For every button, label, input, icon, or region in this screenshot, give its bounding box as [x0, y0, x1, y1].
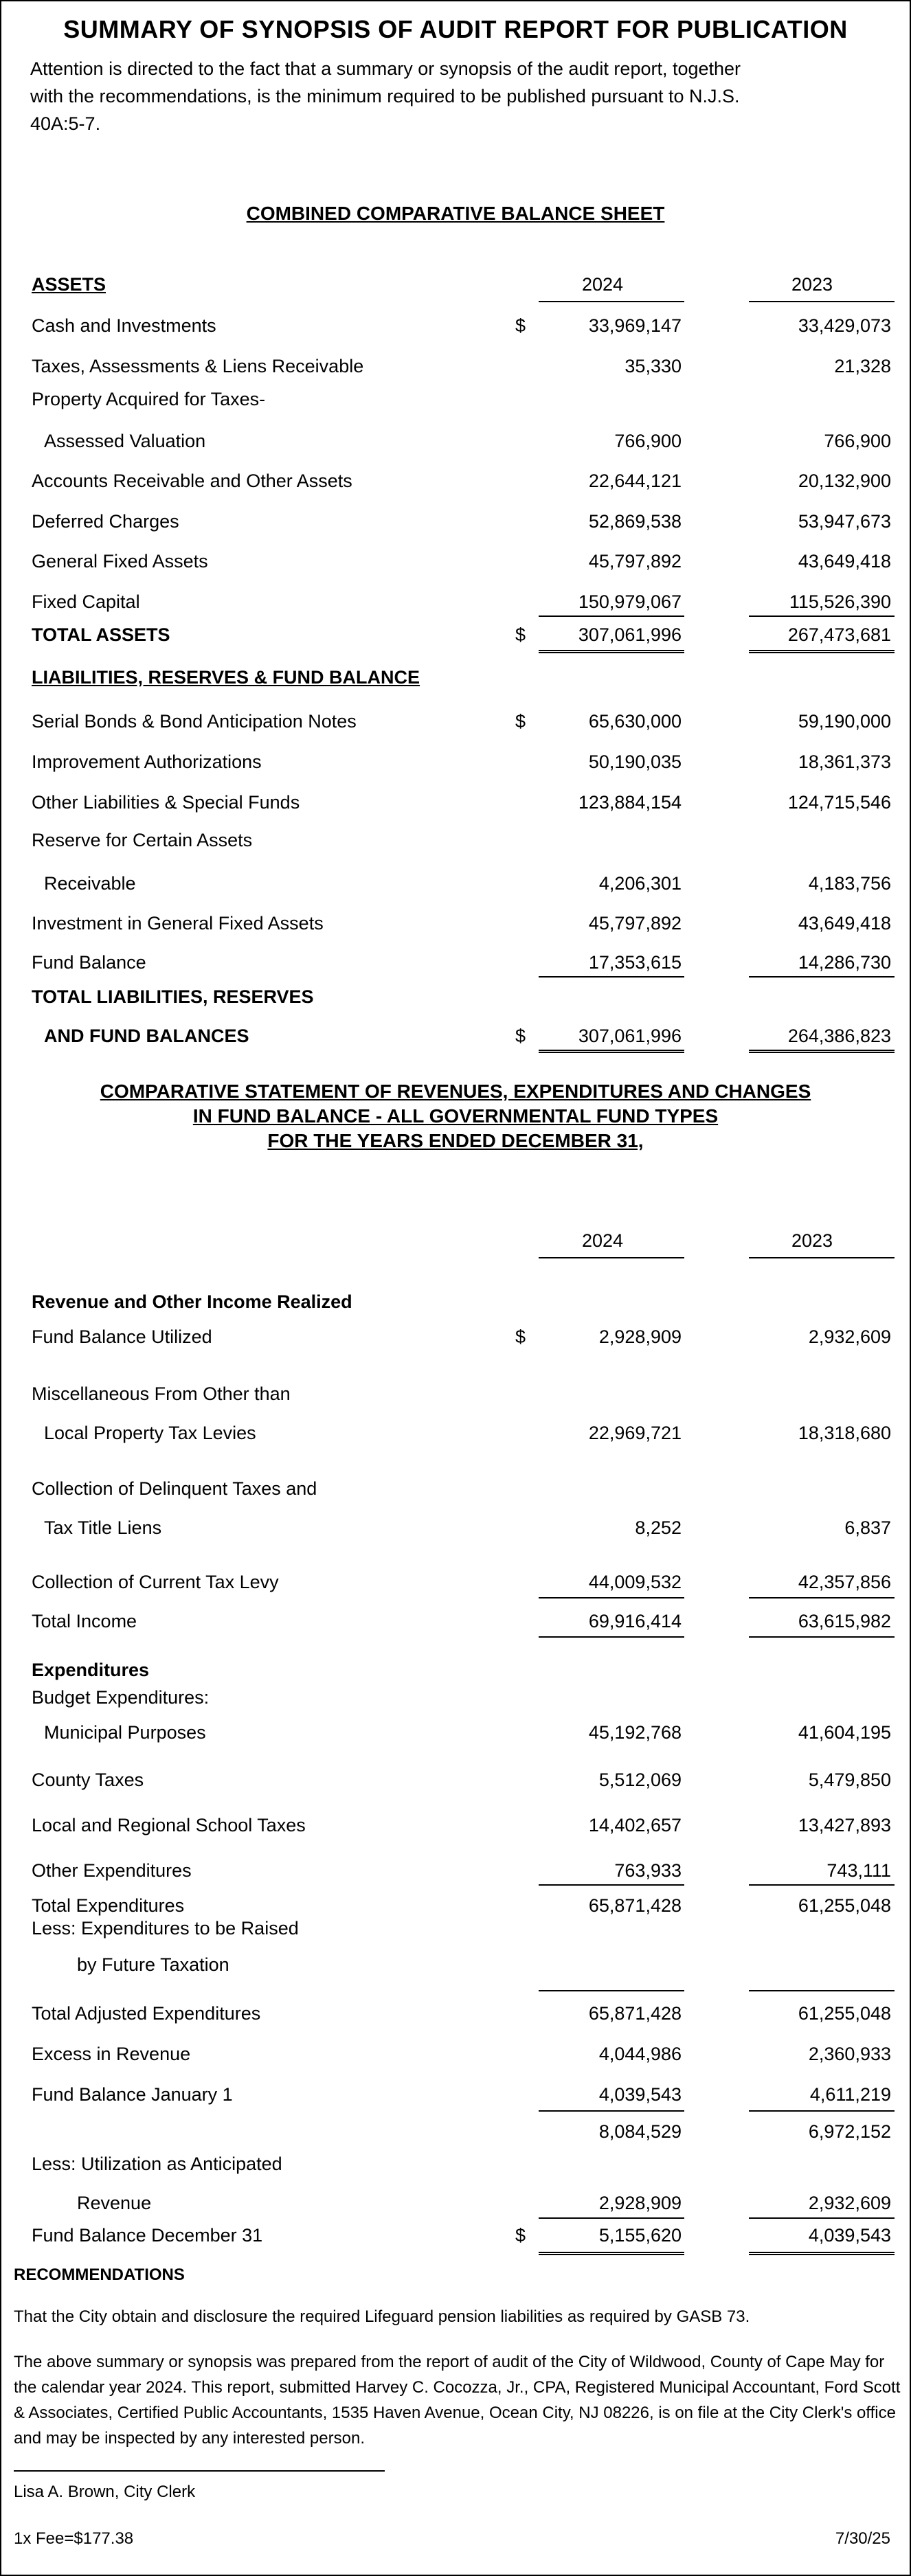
subtotal-rule [749, 1636, 895, 1638]
value-2024: 4,206,301 [598, 873, 682, 894]
dollar-sign: $ [515, 711, 526, 732]
table-row [1, 706, 911, 738]
value-2024: 22,969,721 [588, 1423, 682, 1443]
table-row [1, 947, 911, 979]
dollar-sign: $ [515, 624, 526, 645]
value-2024: 14,402,657 [588, 1815, 682, 1835]
value-2024: 307,061,996 [578, 624, 682, 645]
recommendations-text: That the City obtain and disclosure the required Lifeguard pension liabilities as required by GASB 73. [14, 2307, 750, 2326]
value-2024: 45,797,892 [588, 913, 682, 934]
dollar-sign: $ [515, 1026, 526, 1046]
table-row [1, 1567, 911, 1598]
value-2024: 69,916,414 [588, 1611, 682, 1631]
year-header-row [1, 1225, 911, 1257]
row-label-continued: Tax Title Liens [44, 1517, 162, 1538]
value-2023: 267,473,681 [787, 624, 891, 645]
value-2023: 63,615,982 [798, 1611, 891, 1631]
value-2024: 5,155,620 [598, 2225, 682, 2246]
expenditures-header: Expenditures [32, 1660, 150, 1680]
row-label: Fixed Capital [32, 591, 140, 612]
row-label: Cash and Investments [32, 315, 216, 336]
value-2024: 2,928,909 [598, 2193, 682, 2213]
value-2023: 33,429,073 [798, 315, 891, 336]
subtotal-rule [749, 1884, 895, 1886]
table-row [1, 1478, 911, 1544]
value-2024: 65,630,000 [588, 711, 682, 732]
table-row [1, 587, 911, 618]
row-label: Miscellaneous From Other than [32, 1383, 291, 1404]
value-2023: 21,328 [834, 356, 891, 376]
row-label: Taxes, Assessments & Liens Receivable [32, 356, 364, 376]
value-2023: 5,479,850 [808, 1770, 891, 1790]
liabilities-header: LIABILITIES, RESERVES & FUND BALANCE [32, 667, 420, 688]
publication-date: 7/30/25 [835, 2529, 890, 2548]
value-2023: 4,183,756 [808, 873, 891, 894]
subtotal-rule [749, 1597, 895, 1598]
total-double-rule [749, 1050, 895, 1053]
row-label: Fund Balance January 1 [32, 2084, 233, 2105]
row-label: Other Expenditures [32, 1860, 192, 1881]
row-label-continued: Revenue [77, 2193, 152, 2213]
row-label-continued: Assessed Valuation [44, 431, 206, 451]
total-double-rule [539, 1050, 684, 1053]
value-2023: 18,361,373 [798, 752, 891, 772]
value-2024: 766,900 [614, 431, 682, 451]
value-2023: 20,132,900 [798, 471, 891, 491]
row-label-continued: by Future Taxation [77, 1954, 229, 1975]
revenue-header: Revenue and Other Income Realized [32, 1291, 352, 1312]
value-2023: 124,715,546 [787, 792, 891, 813]
table-row [1, 747, 911, 778]
value-2024: 22,644,121 [588, 471, 682, 491]
value-2023: 59,190,000 [798, 711, 891, 732]
table-row [1, 908, 911, 940]
row-label: TOTAL LIABILITIES, RESERVES [32, 986, 314, 1007]
revenue-statement-title-1: COMPARATIVE STATEMENT OF REVENUES, EXPENDITURES AND CHANGES [100, 1081, 811, 1102]
signature-name: Lisa A. Brown, City Clerk [14, 2483, 196, 2501]
table-row [1, 1855, 911, 1887]
value-2023: 13,427,893 [798, 1815, 891, 1835]
row-label: Total Expenditures [32, 1895, 185, 1916]
total-double-rule [539, 2252, 684, 2255]
liabilities-header-row [1, 662, 911, 694]
table-row [1, 2079, 911, 2111]
year-2023-header: 2023 [791, 1230, 833, 1251]
row-label: Less: Utilization as Anticipated [32, 2154, 282, 2174]
fund-balance-dec-row [1, 2220, 911, 2252]
value-2024: 123,884,154 [578, 792, 682, 813]
total-double-rule [539, 650, 684, 653]
value-2023: 41,604,195 [798, 1722, 891, 1743]
dollar-sign: $ [515, 1326, 526, 1347]
table-row [1, 466, 911, 497]
value-2023: 2,932,609 [808, 1326, 891, 1347]
value-2024: 8,084,529 [598, 2121, 682, 2142]
recommendations-header: RECOMMENDATIONS [14, 2266, 185, 2284]
table-row [1, 310, 911, 342]
value-2024: 763,933 [614, 1860, 682, 1881]
subtotal-rule [749, 615, 895, 617]
value-2023: 43,649,418 [798, 551, 891, 572]
subtotal-rule [749, 1990, 895, 1991]
value-2024: 44,009,532 [588, 1572, 682, 1592]
dollar-sign: $ [515, 2225, 526, 2246]
value-2024: 4,039,543 [598, 2084, 682, 2105]
table-row [1, 2116, 911, 2148]
subtotal-rule [539, 976, 684, 978]
table-row [1, 1660, 911, 1749]
row-label: Accounts Receivable and Other Assets [32, 471, 352, 491]
row-label: Total Adjusted Expenditures [32, 2003, 261, 2024]
row-label-continued: Receivable [44, 873, 136, 894]
value-2024: 33,969,147 [588, 315, 682, 336]
subtotal-rule [539, 2110, 684, 2112]
table-row [1, 506, 911, 538]
value-2024: 52,869,538 [588, 511, 682, 532]
value-2023: 115,526,390 [789, 591, 891, 612]
row-label: Improvement Authorizations [32, 752, 262, 772]
row-label: Excess in Revenue [32, 2044, 191, 2064]
table-row [1, 389, 911, 457]
value-2024: 65,871,428 [588, 1895, 682, 1916]
value-2024: 45,192,768 [588, 1722, 682, 1743]
subtotal-rule [749, 976, 895, 978]
table-row [1, 2039, 911, 2070]
table-row [1, 1998, 911, 2030]
value-2023: 6,972,152 [808, 2121, 891, 2142]
value-2024: 2,928,909 [598, 1326, 682, 1347]
subtotal-rule [539, 1597, 684, 1598]
value-2023: 6,837 [844, 1517, 891, 1538]
value-2023: 14,286,730 [798, 952, 891, 973]
value-2023: 743,111 [826, 1860, 891, 1881]
subtotal-rule [539, 1884, 684, 1886]
row-label-continued: Municipal Purposes [44, 1722, 206, 1743]
row-label: Budget Expenditures: [32, 1687, 210, 1708]
value-2023: 4,611,219 [809, 2084, 891, 2105]
notice-title: SUMMARY OF SYNOPSIS OF AUDIT REPORT FOR PUBLICATION [63, 15, 848, 43]
row-label: Property Acquired for Taxes- [32, 389, 266, 409]
subtotal-rule [749, 2217, 895, 2219]
value-2024: 35,330 [625, 356, 682, 376]
year-2024-header: 2024 [581, 1230, 624, 1251]
table-row [1, 1383, 911, 1449]
value-2024: 50,190,035 [588, 752, 682, 772]
row-label-continued: AND FUND BALANCES [44, 1026, 249, 1046]
table-row [1, 830, 911, 900]
value-2024: 45,797,892 [588, 551, 682, 572]
subtotal-rule [539, 2217, 684, 2219]
row-label: Serial Bonds & Bond Anticipation Notes [32, 711, 357, 732]
subtotal-rule [749, 2110, 895, 2112]
row-label: Investment in General Fixed Assets [32, 913, 324, 934]
row-label: Fund Balance December 31 [32, 2225, 263, 2246]
value-2024: 5,512,069 [598, 1770, 682, 1790]
row-label: General Fixed Assets [32, 551, 208, 572]
closing-paragraph: The above summary or synopsis was prepared from the report of audit of the City of Wildwood, County of Cape May for the calendar year 2024. This report, submitted Harvey C. Cocozza, Jr., CPA, Registered Municipal Accountant, Ford Scott & Associates, Certified Public Accountants, 1535 Haven Avenue, Ocean City, NJ 08226, is on file at the City Clerk's office and may be inspected by any interested person. [14, 2353, 901, 2448]
assets-header: ASSETS [32, 274, 106, 295]
total-double-rule [749, 2252, 895, 2255]
value-2024: 4,044,986 [598, 2044, 682, 2064]
dollar-sign: $ [515, 315, 526, 336]
total-double-rule [749, 650, 895, 653]
value-2023: 42,357,856 [798, 1572, 891, 1592]
table-row [1, 1810, 911, 1842]
fee-text: 1x Fee=$177.38 [14, 2529, 134, 2548]
table-row [1, 2154, 911, 2219]
value-2023: 4,039,543 [808, 2225, 891, 2246]
table-row [1, 787, 911, 819]
row-label: TOTAL ASSETS [32, 624, 170, 645]
value-2024: 8,252 [635, 1517, 682, 1538]
subtotal-rule [539, 1636, 684, 1638]
value-2024: 65,871,428 [588, 2003, 682, 2024]
value-2024: 17,353,615 [588, 952, 682, 973]
value-2023: 264,386,823 [787, 1026, 891, 1046]
row-label: Fund Balance Utilized [32, 1326, 212, 1347]
row-label: Reserve for Certain Assets [32, 830, 253, 850]
table-row [1, 1291, 911, 1353]
row-label: Fund Balance [32, 952, 146, 973]
table-row [1, 351, 911, 383]
value-2023: 766,900 [824, 431, 891, 451]
intro-paragraph: Attention is directed to the fact that a summary or synopsis of the audit report, together with the recommendations, is the minimum required to be published pursuant to N.J.S. 40A:5-7. [30, 58, 741, 134]
revenue-statement-title-2: IN FUND BALANCE - ALL GOVERNMENTAL FUND TYPES [192, 1105, 719, 1127]
value-2023: 61,255,048 [798, 1895, 891, 1916]
value-2023: 2,360,933 [808, 2044, 891, 2064]
row-label: Less: Expenditures to be Raised [32, 1918, 299, 1939]
value-2023: 43,649,418 [798, 913, 891, 934]
assets-header-row [1, 269, 911, 301]
row-label: Other Liabilities & Special Funds [32, 792, 300, 813]
year-header-rule-2024 [539, 301, 684, 302]
signature-line [14, 2470, 385, 2472]
value-2023: 2,932,609 [808, 2193, 891, 2213]
table-row [1, 1918, 911, 1981]
year-2024-header: 2024 [581, 274, 624, 295]
value-2024: 307,061,996 [578, 1026, 682, 1046]
row-label: Deferred Charges [32, 511, 179, 532]
row-label: Collection of Current Tax Levy [32, 1572, 279, 1592]
row-label: Total Income [32, 1611, 137, 1631]
row-label: Local and Regional School Taxes [32, 1815, 306, 1835]
table-row [1, 1765, 911, 1796]
year-header-rule-2023 [749, 301, 895, 302]
value-2023: 53,947,673 [798, 511, 891, 532]
row-label-continued: Local Property Tax Levies [44, 1423, 256, 1443]
year-header-rule-2024 [539, 1257, 684, 1258]
subtotal-rule [539, 1990, 684, 1991]
row-label: County Taxes [32, 1770, 144, 1790]
year-2023-header: 2023 [791, 274, 833, 295]
value-2023: 18,318,680 [798, 1423, 891, 1443]
subtotal-rule [539, 615, 684, 617]
row-label: Collection of Delinquent Taxes and [32, 1478, 317, 1499]
value-2023: 61,255,048 [798, 2003, 891, 2024]
value-2024: 150,979,067 [578, 591, 682, 612]
year-header-rule-2023 [749, 1257, 895, 1258]
balance-sheet-title: COMBINED COMPARATIVE BALANCE SHEET [246, 203, 665, 224]
total-income-row [1, 1606, 911, 1638]
total-assets-row [1, 620, 911, 651]
total-liabilities-row [1, 986, 911, 1052]
table-row [1, 546, 911, 578]
revenue-statement-title-3: FOR THE YEARS ENDED DECEMBER 31, [267, 1130, 644, 1151]
